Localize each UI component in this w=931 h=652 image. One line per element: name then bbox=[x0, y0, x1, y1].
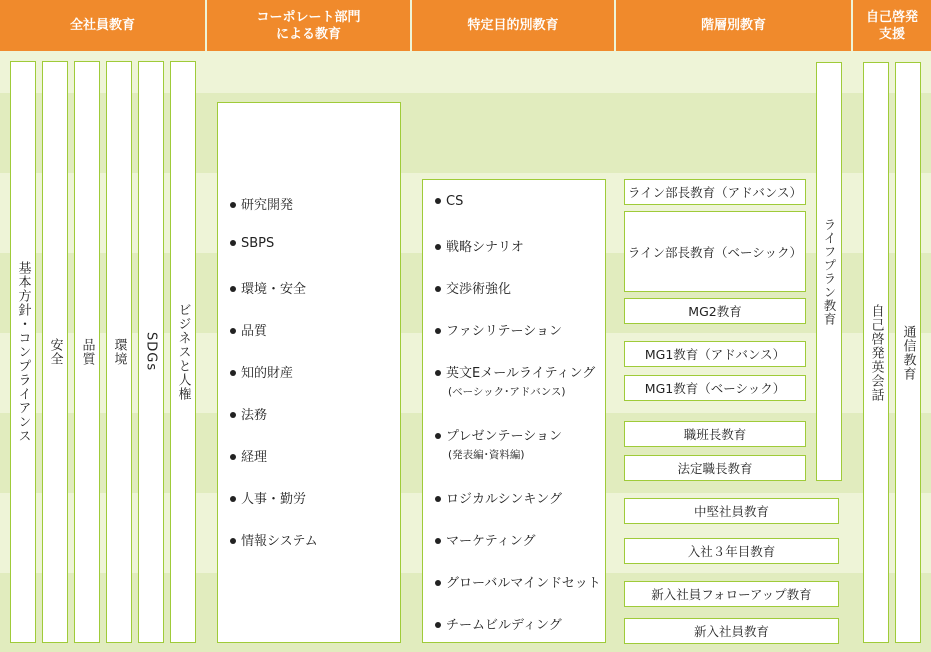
header-hierarchy: 階層別教育 bbox=[616, 0, 851, 51]
corporate-item: 法務 bbox=[230, 404, 267, 423]
specific-item: ファシリテーション bbox=[435, 320, 562, 339]
specific-item: 交渉術強化 bbox=[435, 278, 511, 297]
hierarchy-statutory-foreman: 法定職長教育 bbox=[624, 455, 806, 481]
specific-purpose-box bbox=[422, 179, 606, 643]
specific-item: ロジカルシンキング bbox=[435, 488, 562, 507]
hierarchy-line-manager-basic: ライン部長教育（ベーシック） bbox=[624, 211, 806, 292]
corporate-item: 人事・勤労 bbox=[230, 488, 306, 507]
life-plan-box: ライフプラン教育 bbox=[816, 62, 842, 481]
all-employee-environment: 環境 bbox=[106, 61, 132, 643]
self-dev-english: 自己啓発英会話 bbox=[863, 62, 889, 643]
specific-item: マーケティング bbox=[435, 530, 535, 549]
all-employee-safety: 安全 bbox=[42, 61, 68, 643]
hierarchy-new-hire: 新入社員教育 bbox=[624, 618, 839, 644]
specific-item: 英文Eメールライティング (ベーシック･アドバンス) bbox=[435, 362, 595, 399]
hierarchy-third-year: 入社３年目教育 bbox=[624, 538, 839, 564]
specific-item: プレゼンテーション (発表編･資料編) bbox=[435, 425, 562, 462]
all-employee-human-rights: ビジネスと人権 bbox=[170, 61, 196, 643]
corporate-item: 研究開発 bbox=[230, 194, 293, 213]
corporate-item: 知的財産 bbox=[230, 362, 293, 381]
hierarchy-foreman: 職班長教育 bbox=[624, 421, 806, 447]
header-all-employee: 全社員教育 bbox=[0, 0, 205, 51]
header-self-development: 自己啓発 支援 bbox=[853, 0, 931, 51]
all-employee-compliance: 基本方針・コンプライアンス bbox=[10, 61, 36, 643]
corporate-item: 情報システム bbox=[230, 530, 318, 549]
corporate-box bbox=[217, 102, 401, 643]
hierarchy-mg1-basic: MG1教育（ベーシック） bbox=[624, 375, 806, 401]
specific-item: グローバルマインドセット bbox=[435, 572, 601, 591]
header-corporate: コーポレート部門 による教育 bbox=[207, 0, 410, 51]
hierarchy-mg2: MG2教育 bbox=[624, 298, 806, 324]
corporate-item: 環境・安全 bbox=[230, 278, 306, 297]
hierarchy-mid-career: 中堅社員教育 bbox=[624, 498, 839, 524]
specific-item: CS bbox=[435, 194, 463, 209]
all-employee-quality: 品質 bbox=[74, 61, 100, 643]
corporate-item: 経理 bbox=[230, 446, 267, 465]
specific-item: 戦略シナリオ bbox=[435, 236, 524, 255]
self-dev-correspondence: 通信教育 bbox=[895, 62, 921, 643]
header-specific-purpose: 特定目的別教育 bbox=[412, 0, 614, 51]
hierarchy-new-hire-followup: 新入社員フォローアップ教育 bbox=[624, 581, 839, 607]
hierarchy-line-manager-advanced: ライン部長教育（アドバンス） bbox=[624, 179, 806, 205]
corporate-item: SBPS bbox=[230, 236, 274, 251]
hierarchy-mg1-advanced: MG1教育（アドバンス） bbox=[624, 341, 806, 367]
corporate-item: 品質 bbox=[230, 320, 267, 339]
specific-item: チームビルディング bbox=[435, 614, 562, 633]
all-employee-sdgs: SDGs bbox=[138, 61, 164, 643]
